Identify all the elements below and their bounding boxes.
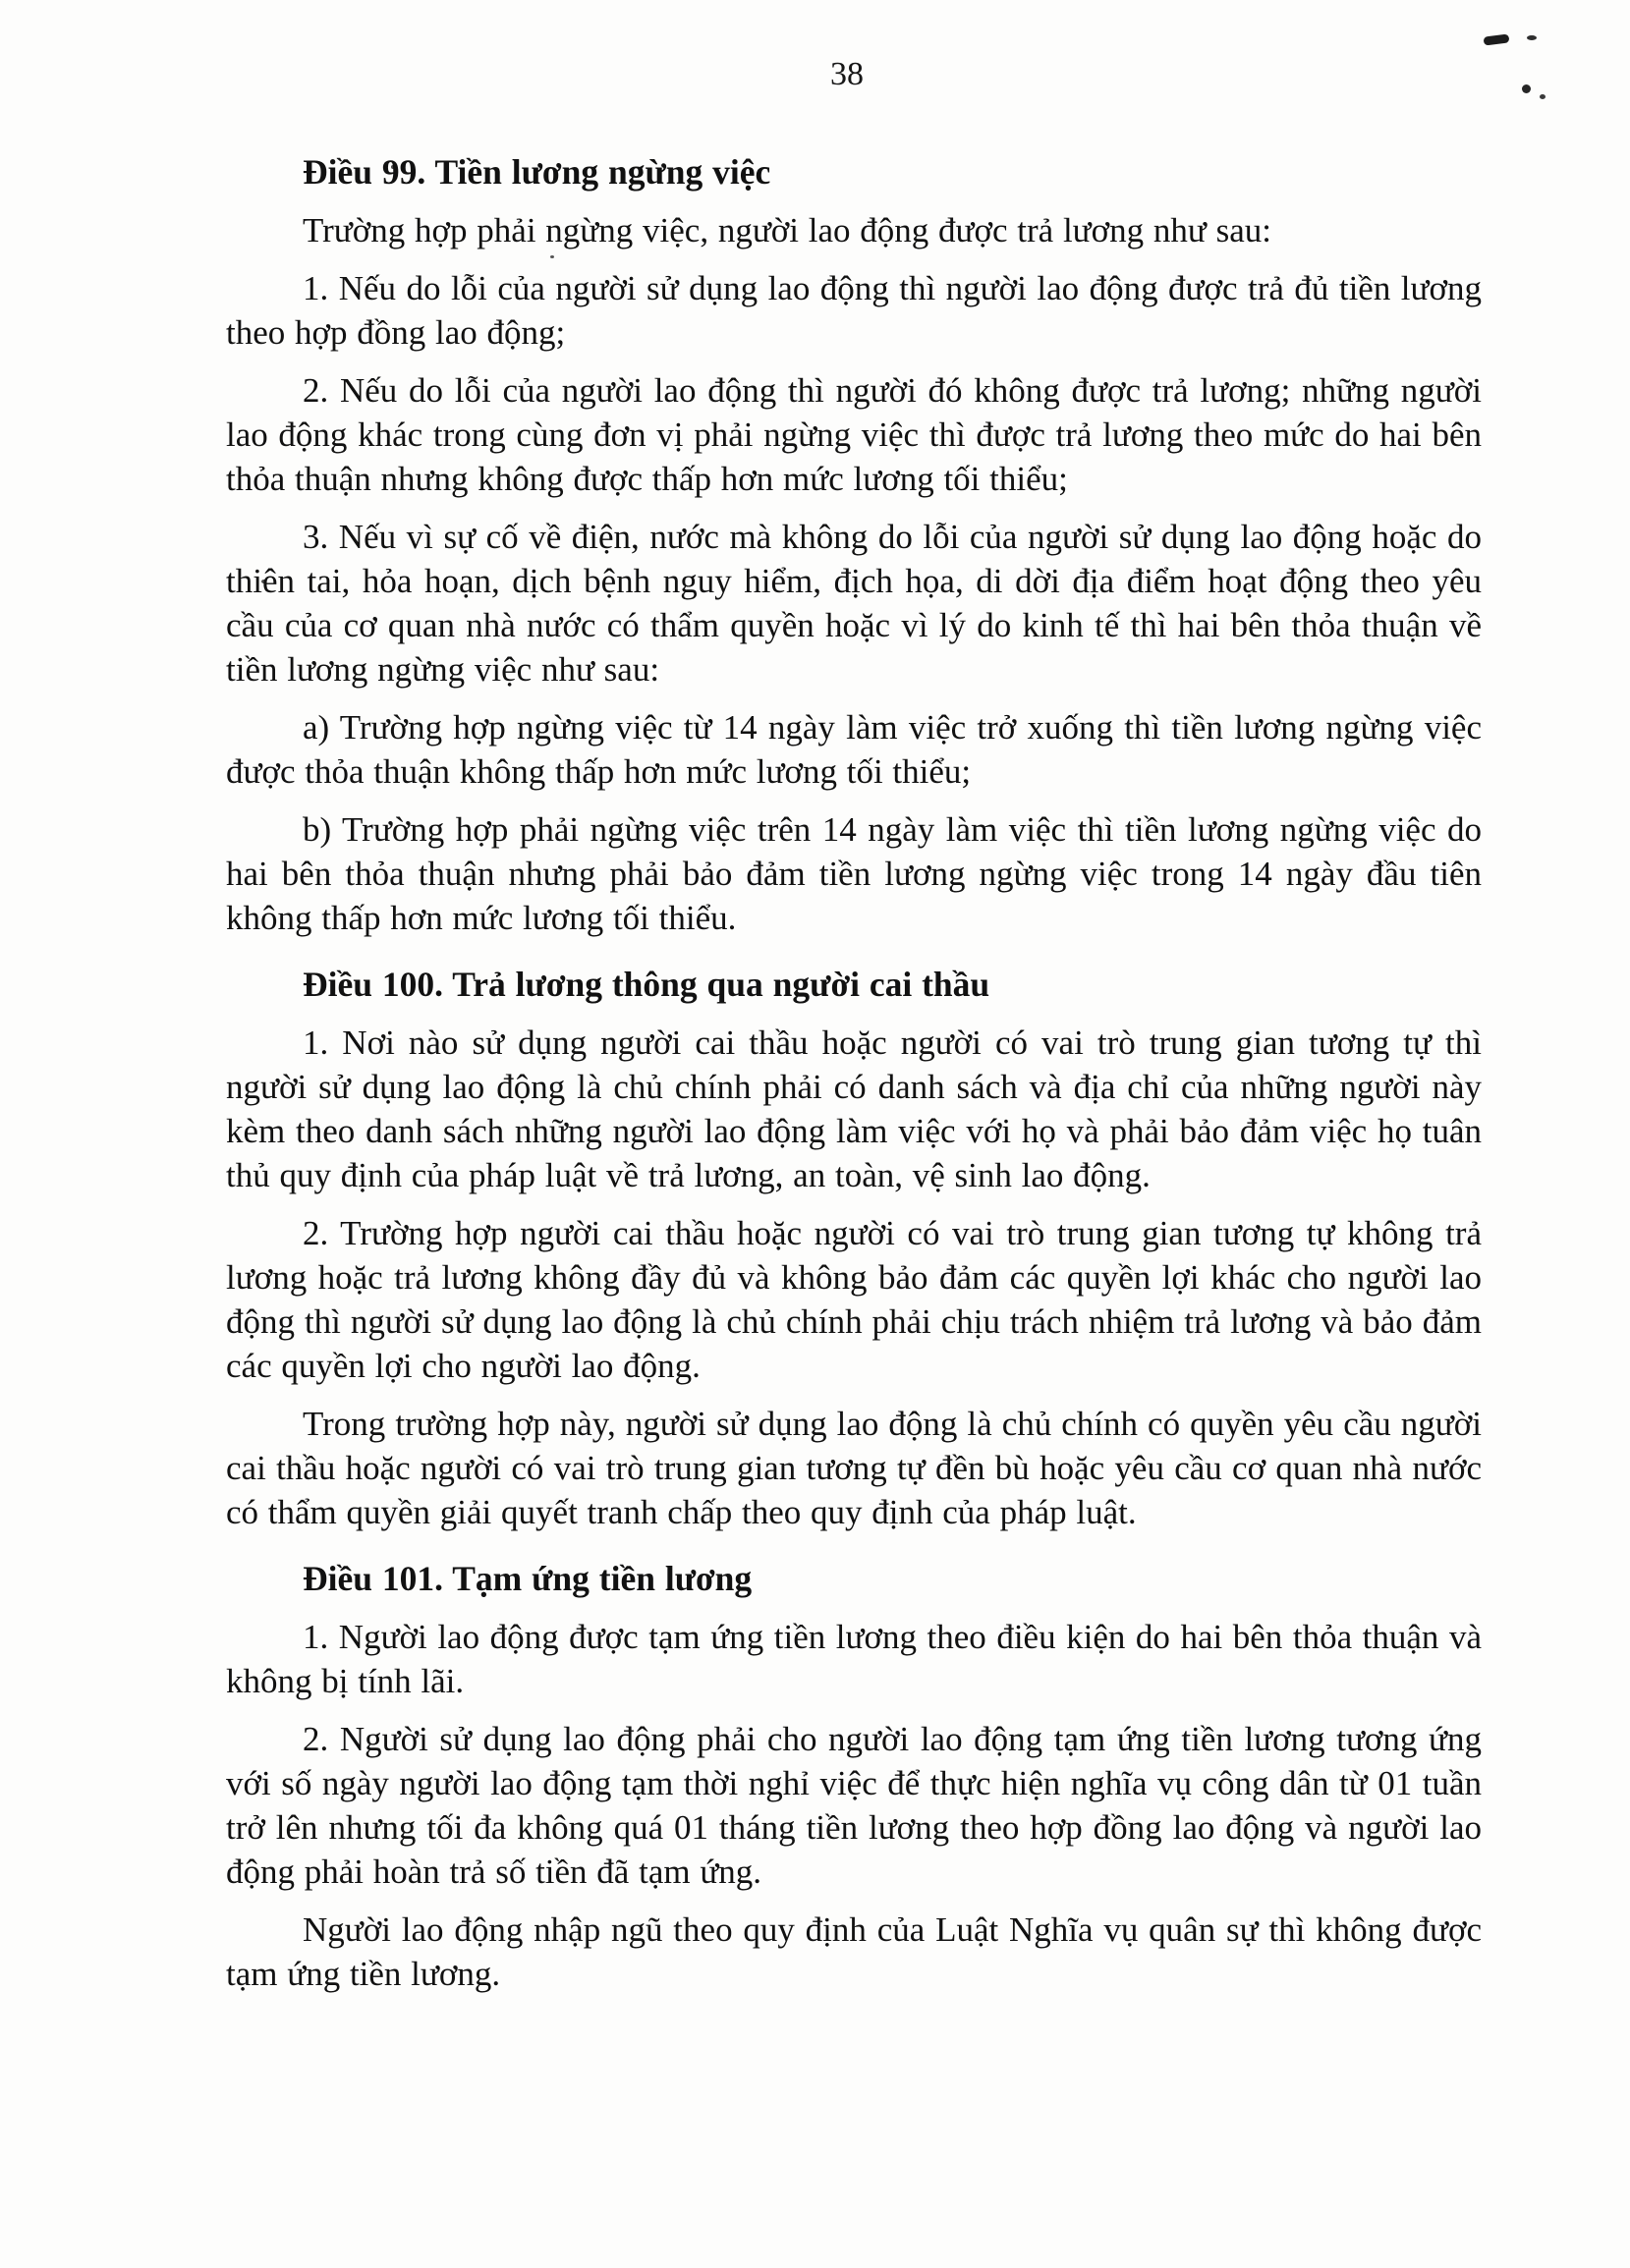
scan-artifact-dot [1522,84,1531,93]
article-paragraph: a) Trường hợp ngừng việc từ 14 ngày làm việc trở xuống thì tiền lương ngừng việc được thỏa thuận không thấp hơn mức lương tối thiểu; [226,708,1482,791]
scan-artifact-dash [1484,33,1510,45]
scan-artifact-dot [1527,35,1537,40]
document-body [226,149,1482,2010]
article-paragraph: 2. Người sử dụng lao động phải cho người lao động tạm ứng tiền lương tương ứng với số ngày người lao động tạm thời nghỉ việc để thực hiện nghĩa vụ công dân từ 01 tuần trở lên nhưng tối đa không quá 01 tháng tiền lương theo hợp đồng lao động và người lao động phải hoàn trả số tiền đã tạm ứng. [226,1720,1482,1891]
article-paragraph: 1. Người lao động được tạm ứng tiền lương theo điều kiện do hai bên thỏa thuận và không bị tính lãi. [226,1618,1482,1700]
article-paragraph: Trong trường hợp này, người sử dụng lao động là chủ chính có quyền yêu cầu người cai thầu hoặc người có vai trò trung gian tương tự đền bù hoặc yêu cầu cơ quan nhà nước có thẩm quyền giải quyết tranh chấp theo quy định của pháp luật. [226,1405,1482,1531]
article-paragraph: 1. Nơi nào sử dụng người cai thầu hoặc người có vai trò trung gian tương tự thì người sử dụng lao động là chủ chính phải có danh sách và địa chỉ của những người này kèm theo danh sách những người lao động làm việc với họ và phải bảo đảm việc họ tuân thủ quy định của pháp luật về trả lương, an toàn, vệ sinh lao động. [226,1023,1482,1194]
article-paragraph: 2. Nếu do lỗi của người lao động thì người đó không được trả lương; những người lao động khác trong cùng đơn vị phải ngừng việc thì được trả lương theo mức do hai bên thỏa thuận nhưng không được thấp hơn mức lương tối thiểu; [226,371,1482,498]
article-paragraph: 1. Nếu do lỗi của người sử dụng lao động thì người lao động được trả đủ tiền lương theo hợp đồng lao động; [226,269,1482,352]
article-paragraph: b) Trường hợp phải ngừng việc trên 14 ngày làm việc thì tiền lương ngừng việc do hai bên thỏa thuận nhưng phải bảo đảm tiền lương ngừng việc trong 14 ngày đầu tiên không thấp hơn mức lương tối thiểu. [226,810,1482,937]
article-paragraph: Trường hợp phải ngừng việc, người lao động được trả lương như sau: [303,211,1272,249]
article-heading: Điều 100. Trả lương thông qua người cai thầu [303,965,990,1004]
article-heading: Điều 101. Tạm ứng tiền lương [303,1559,753,1598]
scan-artifact-dot [1540,94,1546,99]
article-heading: Điều 99. Tiền lương ngừng việc [303,152,771,192]
page-number: 38 [830,56,864,92]
article-paragraph: 3. Nếu vì sự cố về điện, nước mà không do lỗi của người sử dụng lao động hoặc do thiên tai, hỏa hoạn, dịch bệnh nguy hiểm, địch họa, di dời địa điểm hoạt động theo yêu cầu của cơ quan nhà nước có thẩm quyền hoặc vì lý do kinh tế thì hai bên thỏa thuận về tiền lương ngừng việc như sau: [226,518,1482,689]
article-paragraph: 2. Trường hợp người cai thầu hoặc người có vai trò trung gian tương tự không trả lương hoặc trả lương không đầy đủ và không bảo đảm các quyền lợi khác cho người lao động thì người sử dụng lao động là chủ chính phải chịu trách nhiệm trả lương và bảo đảm các quyền lợi cho người lao động. [226,1214,1482,1385]
article-paragraph: Người lao động nhập ngũ theo quy định của Luật Nghĩa vụ quân sự thì không được tạm ứng tiền lương. [226,1910,1482,1993]
